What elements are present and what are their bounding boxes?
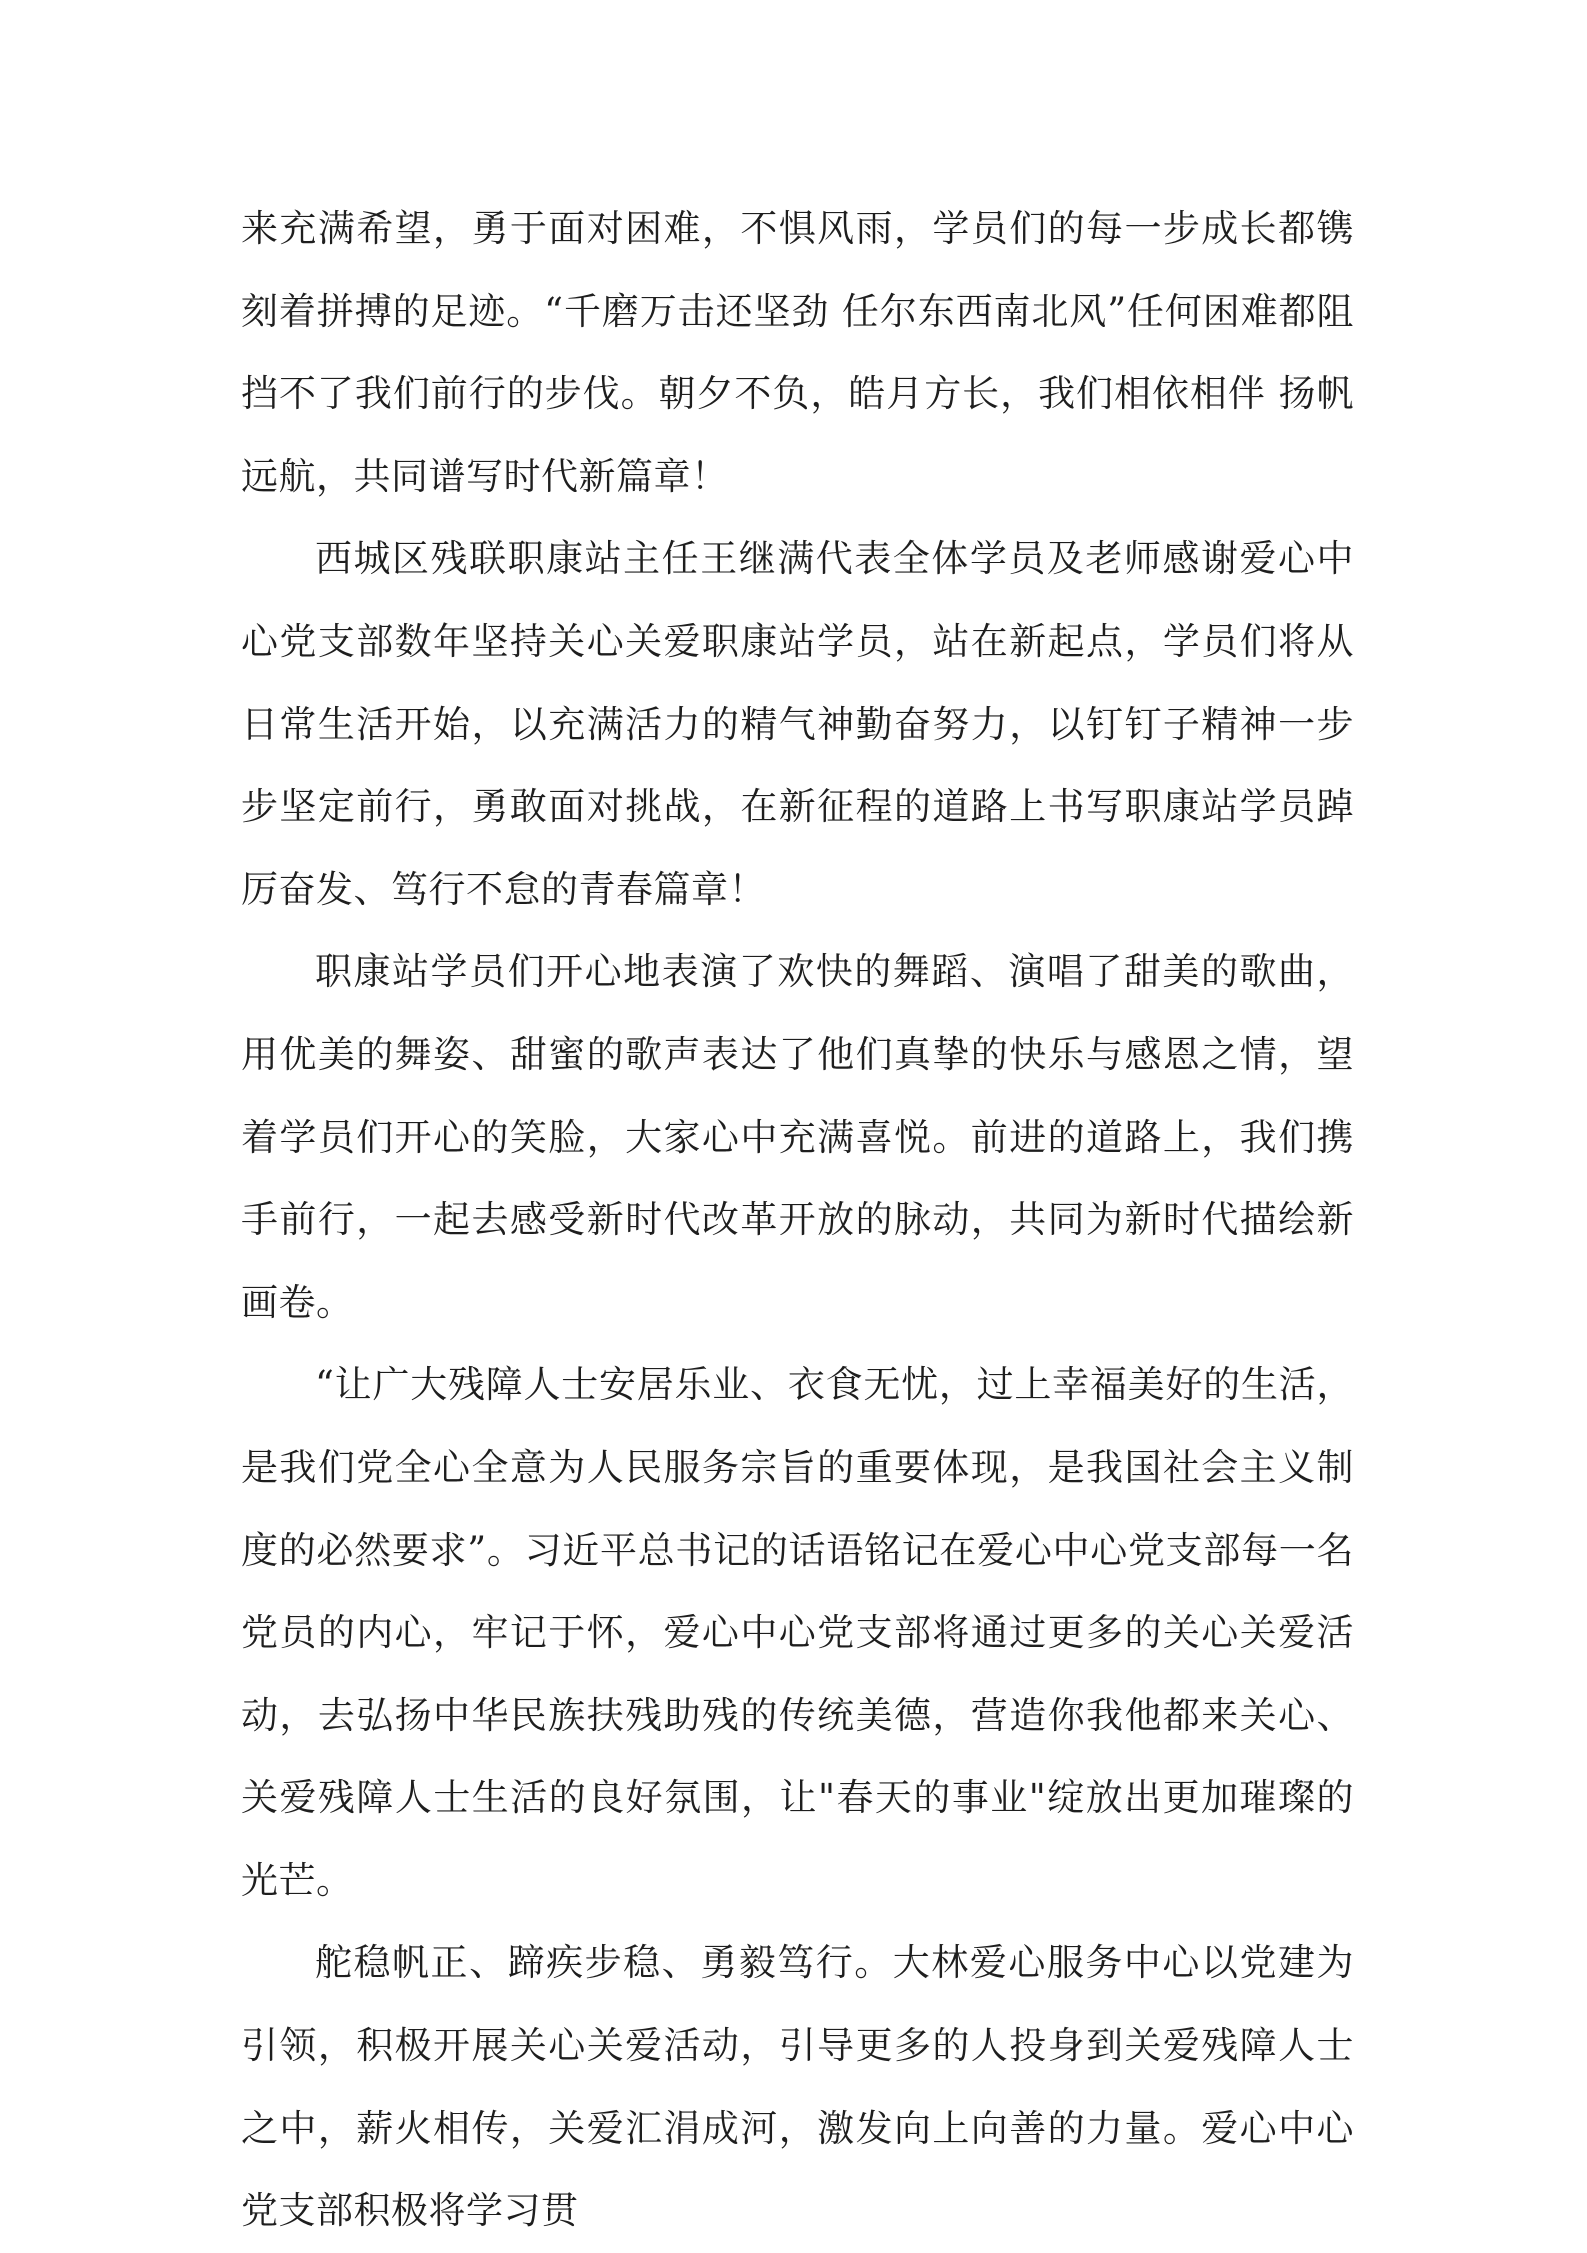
paragraph-2: 西城区残联职康站主任王继满代表全体学员及老师感谢爱心中心党支部数年坚持关心关爱职康站学员，站在新起点，学员们将从日常生活开始，以充满活力的精气神勤奋努力，以钉钉子精神一步步坚定前行，勇敢面对挑战，在新征程的道路上书写职康站学员踔厉奋发、笃行不怠的青春篇章！ bbox=[241, 537, 1354, 911]
paragraph-3: 职康站学员们开心地表演了欢快的舞蹈、演唱了甜美的歌曲，用优美的舞姿、甜蜜的歌声表达了他们真挚的快乐与感恩之情，望着学员们开心的笑脸，大家心中充满喜悦。前进的道路上，我们携手前行，一起去感受新时代改革开放的脉动，共同为新时代描绘新画卷。 bbox=[241, 950, 1354, 1324]
paragraph-1: 来充满希望，勇于面对困难，不惧风雨，学员们的每一步成长都镌刻着拼搏的足迹。“千磨万击还坚劲 任尔东西南北风”任何困难都阻挡不了我们前行的步伐。朝夕不负，皓月方长，我们相依相伴 扬帆远航，共同谱写时代新篇章！ bbox=[241, 207, 1354, 498]
document-body bbox=[241, 188, 1354, 2253]
paragraph-4: “让广大残障人士安居乐业、衣食无忧，过上幸福美好的生活，是我们党全心全意为人民服务宗旨的重要体现，是我国社会主义制度的必然要求”。习近平总书记的话语铭记在爱心中心党支部每一名党员的内心，牢记于怀，爱心中心党支部将通过更多的关心关爱活动，去弘扬中华民族扶残助残的传统美德，营造你我他都来关心、关爱残障人士生活的良好氛围，让"春天的事业"绽放出更加璀璨的光芒。 bbox=[241, 1363, 1354, 1902]
paragraph-5: 舵稳帆正、蹄疾步稳、勇毅笃行。大林爱心服务中心以党建为引领，积极开展关心关爱活动，引导更多的人投身到关爱残障人士之中，薪火相传，关爱汇涓成河，激发向上向善的力量。爱心中心党支部积极将学习贯 bbox=[241, 1941, 1354, 2233]
